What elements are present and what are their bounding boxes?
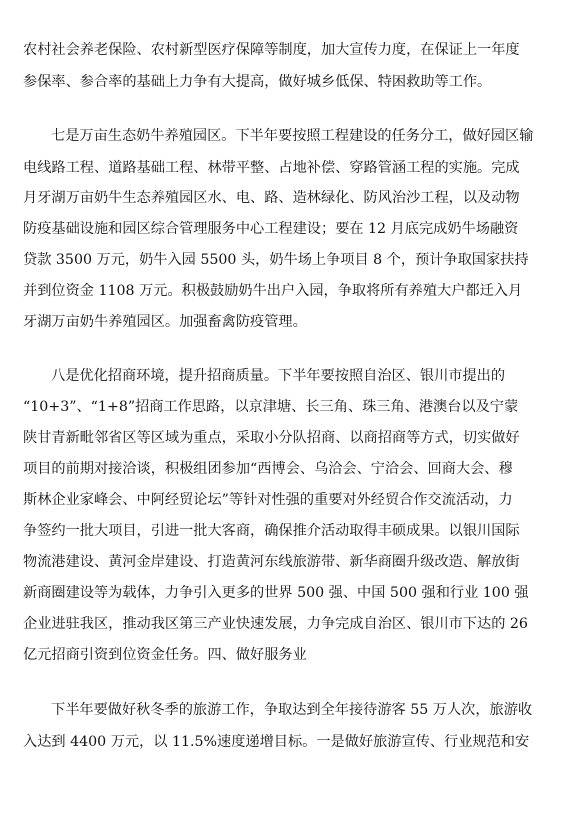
paragraph-2-line-6: 并到位资金 1108 万元。积极鼓励奶牛出户入园，争取将所有养殖大户都迁入月 — [23, 283, 523, 299]
paragraph-2-line-1: 七是万亩生态奶牛养殖园区。下半年要按照工程建设的任务分工，做好园区输 — [51, 128, 534, 144]
paragraph-2-line-3: 月牙湖万亩奶牛生态养殖园区水、电、路、造林绿化、防风治沙工程，以及动物 — [23, 190, 520, 206]
paragraph-3-line-8: 新商圈建设等为载体，力争引入更多的世界 500 强、中国 500 强和行业 100 强 — [23, 585, 529, 601]
paragraph-3-line-5: 斯林企业家峰会、中阿经贸论坛”等针对性强的重要对外经贸合作交流活动，力 — [23, 492, 513, 508]
paragraph-4-line-1: 下半年要做好秋冬季的旅游工作，争取达到全年接待游客 55 万人次，旅游收 — [51, 702, 533, 718]
paragraph-2-line-4: 防疫基础设施和园区综合管理服务中心工程建设；要在 12 月底完成奶牛场融资 — [23, 221, 519, 237]
paragraph-1-line-2: 参保率、参合率的基础上力争有大提高，做好城乡低保、特困救助等工作。 — [23, 74, 492, 90]
paragraph-2-line-5: 贷款 3500 万元，奶牛入园 5500 头，奶牛场上争项目 8 个，预计争取国家扶持 — [23, 252, 529, 268]
paragraph-3-line-7: 物流港建设、黄河金岸建设、打造黄河东线旅游带、新华商圈升级改造、解放街 — [23, 554, 520, 570]
paragraph-3-line-10: 亿元招商引资到位资金任务。四、做好服务业 — [23, 647, 307, 663]
paragraph-3-line-4: 项目的前期对接洽谈，积极组团参加“西博会、乌洽会、宁洽会、回商大会、穆 — [23, 461, 513, 477]
paragraph-3-line-1: 八是优化招商环境，提升招商质量。下半年要按照自治区、银川市提出的 — [51, 368, 506, 384]
paragraph-3-line-9: 企业进驻我区，推动我区第三产业快速发展，力争完成自治区、银川市下达的 26 — [23, 616, 528, 632]
paragraph-2-line-2: 电线路工程、道路基础工程、林带平整、占地补偿、穿路管涵工程的实施。完成 — [23, 160, 520, 176]
paragraph-2-line-7: 牙湖万亩奶牛养殖园区。加强畜禽防疫管理。 — [23, 314, 307, 330]
paragraph-3-line-3: 陕甘青新毗邻省区等区域为重点，采取小分队招商、以商招商等方式，切实做好 — [23, 430, 520, 446]
paragraph-1-line-1: 农村社会养老保险、农村新型医疗保障等制度，加大宣传力度，在保证上一年度 — [23, 42, 520, 58]
paragraph-3-line-2: “10+3”、“1+8”招商工作思路，以京津塘、长三角、珠三角、港澳台以及宁蒙 — [23, 399, 519, 415]
paragraph-4-line-2: 入达到 4400 万元，以 11.5%速度递增目标。一是做好旅游宣传、行业规范和安 — [23, 734, 530, 750]
paragraph-3-line-6: 争签约一批大项目，引进一批大客商，确保推介活动取得丰硕成果。以银川国际 — [23, 523, 520, 539]
